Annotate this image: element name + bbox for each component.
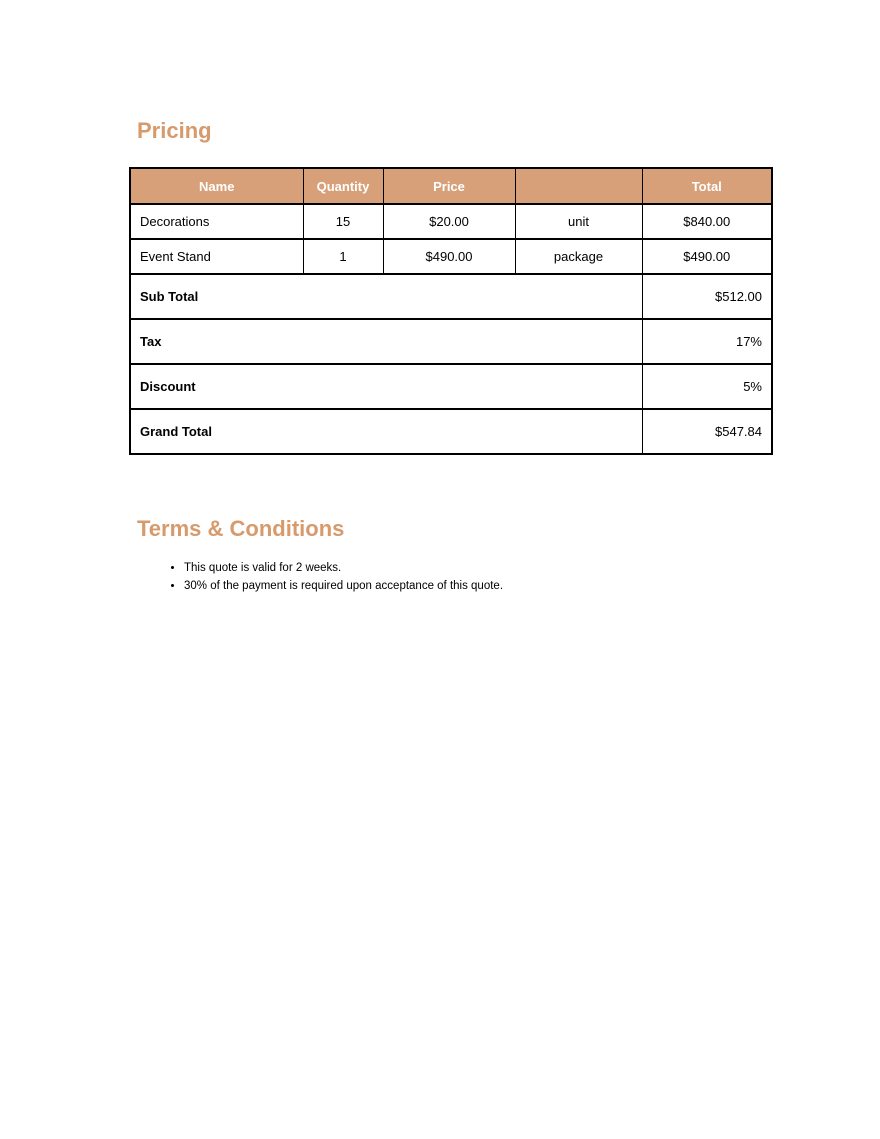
column-header-total: Total [642, 168, 772, 204]
subtotal-label: Sub Total [130, 274, 642, 319]
column-header-quantity: Quantity [303, 168, 383, 204]
grand-total-row [130, 409, 772, 454]
grand-total-label: Grand Total [130, 409, 642, 454]
item-total: $490.00 [642, 239, 772, 274]
pricing-table [129, 167, 773, 455]
tax-label: Tax [130, 319, 642, 364]
terms-item: • This quote is valid for 2 weeks. [184, 560, 503, 577]
discount-value: 5% [642, 364, 772, 409]
item-unit: package [515, 239, 642, 274]
column-header-price: Price [383, 168, 515, 204]
pricing-heading: Pricing [137, 118, 212, 143]
column-header-empty [515, 168, 642, 204]
grand-total-value: $547.84 [642, 409, 772, 454]
item-name: Event Stand [130, 239, 303, 274]
item-price: $20.00 [383, 204, 515, 239]
terms-heading: Terms & Conditions [137, 516, 345, 541]
item-quantity: 1 [303, 239, 383, 274]
tax-value: 17% [642, 319, 772, 364]
terms-list [0, 560, 503, 596]
item-price: $490.00 [383, 239, 515, 274]
discount-row [130, 364, 772, 409]
table-header-row [130, 168, 772, 204]
column-header-name: Name [130, 168, 303, 204]
discount-label: Discount [130, 364, 642, 409]
subtotal-value: $512.00 [642, 274, 772, 319]
table-row [130, 204, 772, 239]
item-name: Decorations [130, 204, 303, 239]
tax-row [130, 319, 772, 364]
item-total: $840.00 [642, 204, 772, 239]
subtotal-row [130, 274, 772, 319]
table-row [130, 239, 772, 274]
terms-item: • 30% of the payment is required upon acceptance of this quote. [184, 578, 503, 595]
item-unit: unit [515, 204, 642, 239]
item-quantity: 15 [303, 204, 383, 239]
